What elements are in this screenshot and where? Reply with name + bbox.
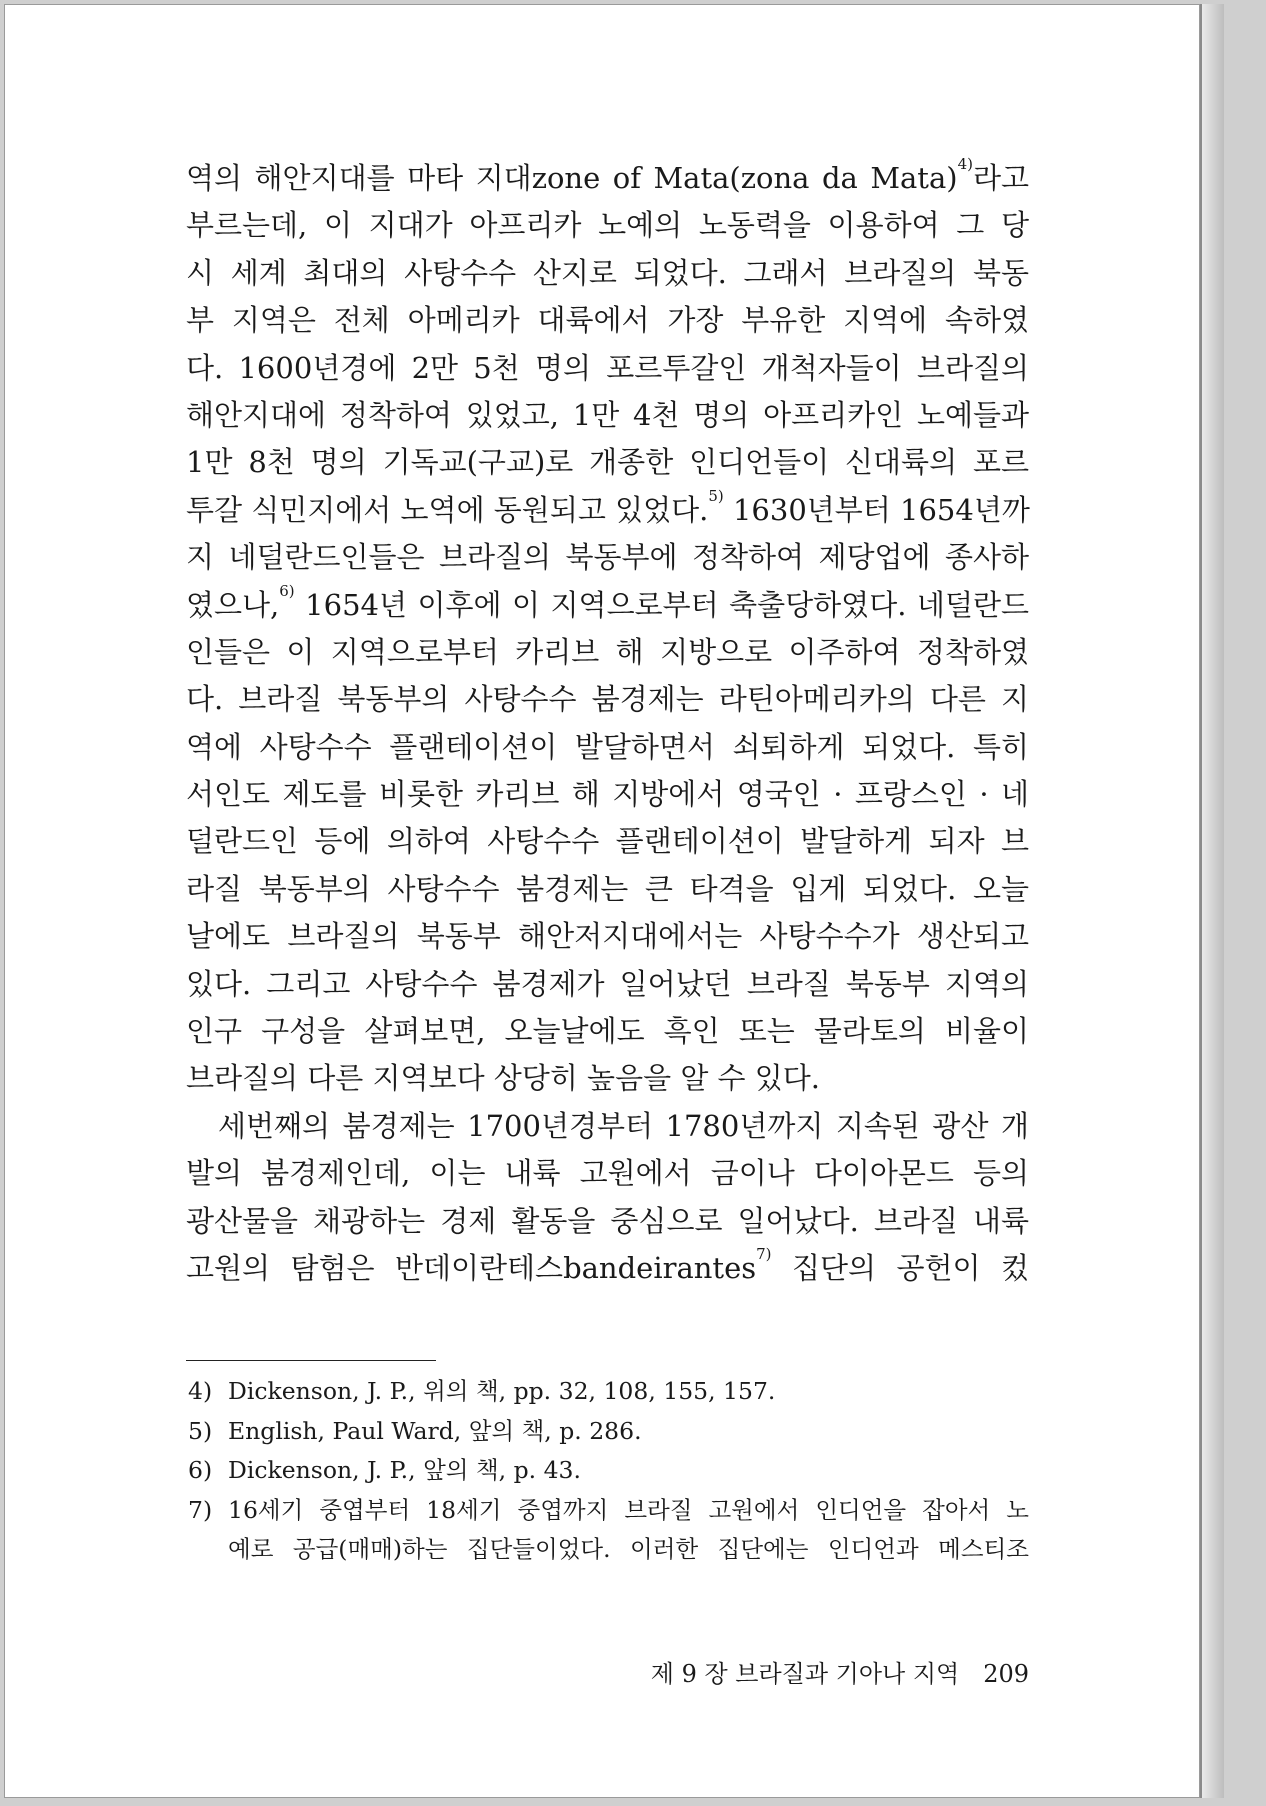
chapter-title: 제 9 장 브라질과 기아나 지역 [650, 1660, 960, 1688]
text-line: 광산물을 채광하는 경제 활동을 중심으로 일어났다. 브라질 내륙 [186, 1203, 1029, 1238]
footnote: 7) 16세기 중엽부터 18세기 중엽까지 브라질 고원에서 인디언을 잡아서 노 [188, 1495, 1029, 1524]
text-line: 부르는데, 이 지대가 아프리카 노예의 노동력을 이용하여 그 당 [186, 208, 1029, 243]
text-line: 지 네덜란드인들은 브라질의 북동부에 정착하여 제당업에 종사하 [186, 540, 1029, 575]
footnote-ref[interactable]: 5) [708, 486, 724, 505]
text-line: 라질 북동부의 사탕수수 붐경제는 큰 타격을 입게 되었다. 오늘 [186, 871, 1029, 906]
text-line: 고원의 탐험은 반데이란테스bandeirantes$^{7)}$ 집단의 공헌이 컸 [186, 1244, 1029, 1285]
footnote-ref[interactable]: 4) [957, 155, 973, 173]
text-line: 역에 사탕수수 플랜테이션이 발달하면서 쇠퇴하게 되었다. 특히 [186, 729, 1029, 764]
text-line: 투갈 식민지에서 노역에 동원되고 있었다.$^{5)}$ 1630년부터 1654년까 [186, 486, 1030, 527]
text-line: 세번째의 붐경제는 1700년경부터 1780년까지 지속된 광산 개 [218, 1108, 1029, 1143]
footnote-ref[interactable]: 7) [756, 1244, 772, 1263]
text-line: 였으나,$^{6)}$ 1654년 이후에 이 지역으로부터 축출당하였다. 네덜란드 [186, 581, 1029, 622]
footnote: 5) English, Paul Ward, 앞의 책, p. 286. [188, 1416, 642, 1445]
text-line: 다. 1600년경에 2만 5천 명의 포르투갈인 개척자들이 브라질의 [186, 350, 1029, 385]
text-line: 인들은 이 지역으로부터 카리브 해 지방으로 이주하여 정착하였 [186, 634, 1029, 669]
text-line: 발의 붐경제인데, 이는 내륙 고원에서 금이나 다이아몬드 등의 [186, 1156, 1029, 1191]
text-line: 다. 브라질 북동부의 사탕수수 붐경제는 라틴아메리카의 다른 지 [186, 682, 1029, 717]
text-line: 부 지역은 전체 아메리카 대륙에서 가장 부유한 지역에 속하였 [186, 303, 1029, 338]
text-line: 브라질의 다른 지역보다 상당히 높음을 알 수 있다. [186, 1061, 821, 1096]
text-line: 역의 해안지대를 마타 지대zone of Mata(zona da Mata)$^{4)}$라고 [186, 155, 1029, 195]
footnote-ref[interactable]: 6) [279, 581, 295, 600]
body-text [186, 155, 1029, 1292]
footnote-divider [186, 1360, 436, 1361]
text-line: 해안지대에 정착하여 있었고, 1만 4천 명의 아프리카인 노예들과 [186, 397, 1029, 432]
page-footer [600, 1654, 1029, 1689]
footnote: 4) Dickenson, J. P., 위의 책, pp. 32, 108, 155, 157. [188, 1377, 776, 1405]
page-number: 209 [983, 1660, 1029, 1688]
page-edge [1200, 4, 1224, 1798]
text-line: 덜란드인 등에 의하여 사탕수수 플랜테이션이 발달하게 되자 브 [186, 824, 1029, 859]
text-line: 인구 구성을 살펴보면, 오늘날에도 흑인 또는 물라토의 비율이 [186, 1014, 1029, 1049]
text-line: 시 세계 최대의 사탕수수 산지로 되었다. 그래서 브라질의 북동 [186, 255, 1029, 290]
footnote: 6) Dickenson, J. P., 앞의 책, p. 43. [188, 1456, 581, 1484]
text-line: 있다. 그리고 사탕수수 붐경제가 일어났던 브라질 북동부 지역의 [186, 966, 1029, 1001]
text-line: 날에도 브라질의 북동부 해안저지대에서는 사탕수수가 생산되고 [186, 919, 1029, 954]
text-line: 서인도 제도를 비롯한 카리브 해 지방에서 영국인 · 프랑스인 · 네 [186, 777, 1029, 812]
text-line: 1만 8천 명의 기독교(구교)로 개종한 인디언들이 신대륙의 포르 [186, 445, 1029, 480]
footnotes [188, 1372, 1029, 1570]
footnote-continuation: 예로 공급(매매)하는 집단들이었다. 이러한 집단에는 인디언과 메스티조 [228, 1535, 1029, 1563]
